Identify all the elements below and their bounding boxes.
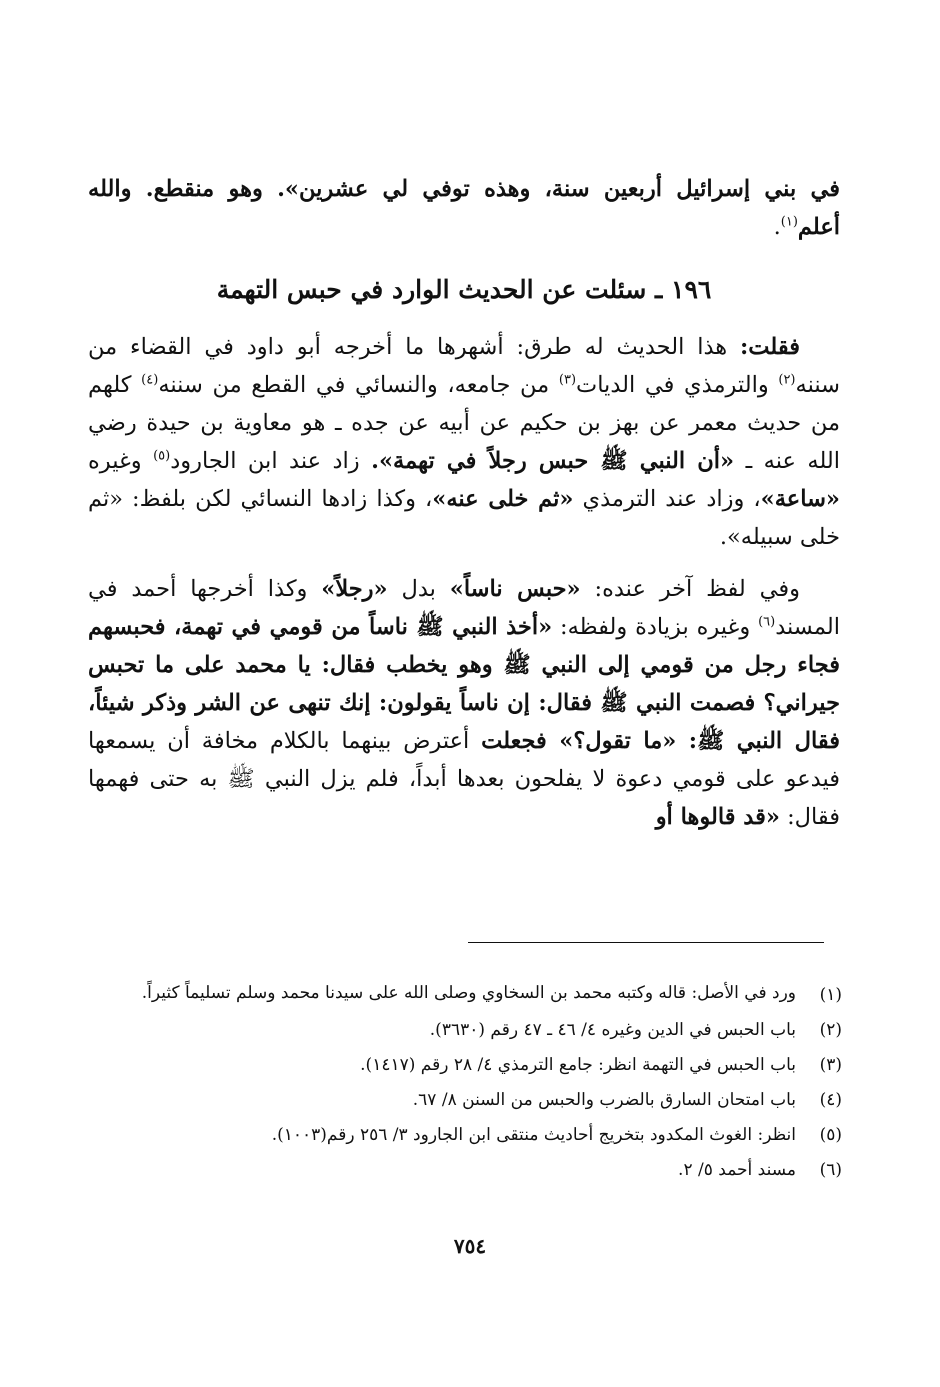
page-body xyxy=(88,170,840,836)
footnote-item xyxy=(120,1013,842,1048)
hadith-quote: «حبس ناساً» xyxy=(449,576,581,602)
section-heading: ١٩٦ ـ سئلت عن الحديث الوارد في حبس التهمة xyxy=(216,275,712,304)
top-paragraph-end: . xyxy=(773,214,781,240)
footnote-text: مسند أحمد ٥/ ٢. xyxy=(678,1160,796,1180)
paragraph-2-text: وغيره بزيادة ولفظه: xyxy=(552,614,759,640)
footnote-text: ورد في الأصل: قاله وكتبه محمد بن السخاوي وصلى الله على سيدنا محمد وسلم تسليماً كثيراً. xyxy=(141,983,796,1003)
footnote-item xyxy=(120,1083,842,1118)
footnote-item xyxy=(120,978,842,1013)
hadith-quote: «ساعة» xyxy=(760,486,840,512)
footnote-number: (١) xyxy=(819,985,842,1005)
hadith-quote: «رجلاً» xyxy=(321,576,388,602)
top-paragraph-text: في بني إسرائيل أربعين سنة، وهذه توفي لي عشرين». وهو منقطع. والله أعلم xyxy=(88,176,840,240)
footnote-item xyxy=(120,1118,842,1153)
page-number: ٧٥٤ xyxy=(453,1234,487,1258)
footnote-ref-4: (٤) xyxy=(141,372,159,388)
paragraph-1-text: زاد عند ابن الجارود xyxy=(170,448,372,474)
footnote-ref-5: (٥) xyxy=(153,448,171,464)
paragraph-2-text: وكذا أخرجها أحمد في المسند xyxy=(88,576,840,640)
footnote-ref-1: (١) xyxy=(780,214,798,230)
footnote-divider xyxy=(468,942,824,943)
hadith-quote: «أخذ النبي ﷺ ناساً من قومي في تهمة، فحبسهم فجاء رجل من قومي إلى النبي ﷺ وهو يخطب فقال: يا محمد على ما تحبس جيراني؟ فصمت النبي ﷺ فقال: إن ناساً يقولون: إنك تنهى عن الشر وذكر شيئاً، فقال النبي ﷺ: «ما تقول؟» فجعلت xyxy=(88,614,840,754)
paragraph-1-text: ، وكذا زادها النسائي لكن بلفظ: «ثم خلى سبيله». xyxy=(88,486,840,550)
paragraph-1-lead: فقلت: xyxy=(740,334,800,360)
paragraph-1-text: ، وزاد عند الترمذي xyxy=(573,486,761,512)
paragraph-2-text: أعترض بينهما بالكلام مخافة أن يسمعها فيدعو على قومي دعوة لا يفلحون بعدها أبداً، فلم يزل النبي ﷺ به حتى فهمها فقال: xyxy=(88,728,840,830)
paragraph-1-text: وغيره xyxy=(88,448,154,474)
footnotes xyxy=(120,978,842,1188)
footnote-ref-2: (٢) xyxy=(778,372,796,388)
footnote-number: (٥) xyxy=(819,1125,842,1145)
paragraph-1-text: والترمذي في الديات xyxy=(576,372,779,398)
footnote-text: باب الحبس في الدين وغيره ٤/ ٤٦ ـ ٤٧ رقم (٣٦٣٠). xyxy=(429,1020,796,1040)
hadith-quote: «أن النبي ﷺ حبس رجلاً في تهمة». xyxy=(371,448,735,474)
paragraph-1-text: هذا الحديث له طرق: أشهرها ما أخرجه أبو داود في القضاء من سننه xyxy=(88,334,840,398)
footnote-text: باب الحبس في التهمة انظر: جامع الترمذي ٤/ ٢٨ رقم (١٤١٧). xyxy=(360,1055,796,1075)
footnote-number: (٢) xyxy=(819,1020,842,1040)
footnote-ref-6: (٦) xyxy=(758,614,776,630)
paragraph-1 xyxy=(88,328,840,556)
hadith-quote: «ثم خلى عنه» xyxy=(432,486,574,512)
paragraph-1-text: كلهم من حديث معمر عن بهز بن حكيم عن أبيه عن جده ـ هو معاوية بن حيدة رضي الله عنه ـ xyxy=(88,372,840,474)
footnote-text: انظر: الغوث المكدود بتخريج أحاديث منتقى ابن الجارود ٣/ ٢٥٦ رقم(١٠٠٣). xyxy=(271,1125,796,1145)
paragraph-2 xyxy=(88,570,840,836)
hadith-quote: «قد قالوها أو xyxy=(655,804,780,830)
footnote-number: (٣) xyxy=(819,1055,842,1075)
footnote-text: باب امتحان السارق بالضرب والحبس من السنن ٨/ ٦٧. xyxy=(412,1090,796,1110)
paragraph-1-text: من جامعه، والنسائي في القطع من سننه xyxy=(158,372,559,398)
footnote-number: (٤) xyxy=(819,1090,842,1110)
footnote-item xyxy=(120,1153,842,1188)
paragraph-2-text: بدل xyxy=(387,576,450,602)
footnote-ref-3: (٣) xyxy=(558,372,577,388)
footnote-number: (٦) xyxy=(819,1160,842,1180)
footnote-item xyxy=(120,1048,842,1083)
top-paragraph xyxy=(88,170,840,246)
paragraph-2-text: وفي لفظ آخر عنده: xyxy=(580,576,800,602)
